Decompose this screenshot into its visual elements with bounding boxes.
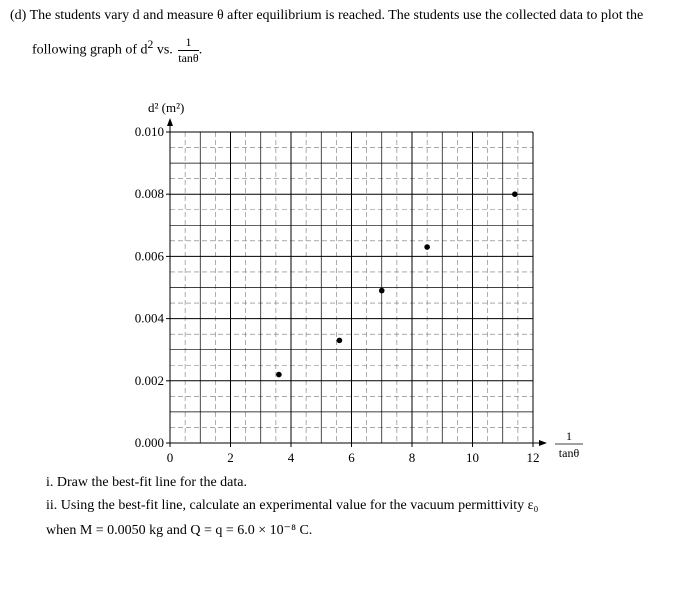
x-tick-label: 0	[166, 450, 174, 465]
x-tick-label: 12	[526, 450, 540, 465]
x-axis-label-num: 1	[566, 429, 572, 443]
task-iii: when M = 0.0050 kg and Q = q = 6.0 × 10⁻⁸ C.	[46, 523, 313, 538]
y-tick-label: 0.002	[134, 372, 164, 388]
y-tick-label: 0.000	[134, 435, 164, 450]
x-tick-label: 4	[287, 450, 295, 465]
task-ii: ii. Using the best-fit line, calculate an experimental value for the vacuum permittivity ε₀	[46, 498, 539, 513]
y-tick-label: 0.006	[134, 248, 164, 264]
question-intro-sup: 2	[147, 38, 154, 52]
data-point	[337, 338, 343, 344]
axes	[167, 118, 547, 446]
inline-fraction-num: 1	[185, 35, 192, 49]
question-intro-suffix: .	[198, 42, 203, 58]
tick-labels	[135, 124, 540, 465]
data-point	[379, 288, 385, 294]
x-axis-arrow	[539, 440, 547, 446]
y-tick-label: 0.008	[134, 186, 164, 202]
x-axis-label-den: tanθ	[558, 446, 580, 460]
x-tick-label: 6	[348, 450, 355, 465]
question-intro-vs: vs.	[153, 42, 177, 58]
inline-fraction-den: tanθ	[178, 51, 199, 65]
question-intro-text: The students vary d and measure θ after equilibrium is reached. The students use the collected data to plot the	[29, 8, 644, 23]
data-point	[276, 372, 282, 378]
x-tick-label: 10	[466, 450, 479, 465]
y-axis-arrow	[167, 118, 173, 126]
question-intro-prefix: following graph of d	[32, 42, 148, 58]
data-point	[424, 244, 430, 250]
task-i: i. Draw the best-fit line for the data.	[46, 475, 247, 490]
y-tick-label: 0.010	[134, 124, 164, 139]
y-tick-label: 0.004	[134, 310, 164, 326]
y-axis-label: d² (m²)	[148, 100, 185, 115]
question-part: (d)	[10, 8, 27, 23]
x-tick-label: 8	[408, 450, 416, 465]
data-point	[512, 191, 518, 197]
x-tick-label: 2	[227, 450, 234, 465]
